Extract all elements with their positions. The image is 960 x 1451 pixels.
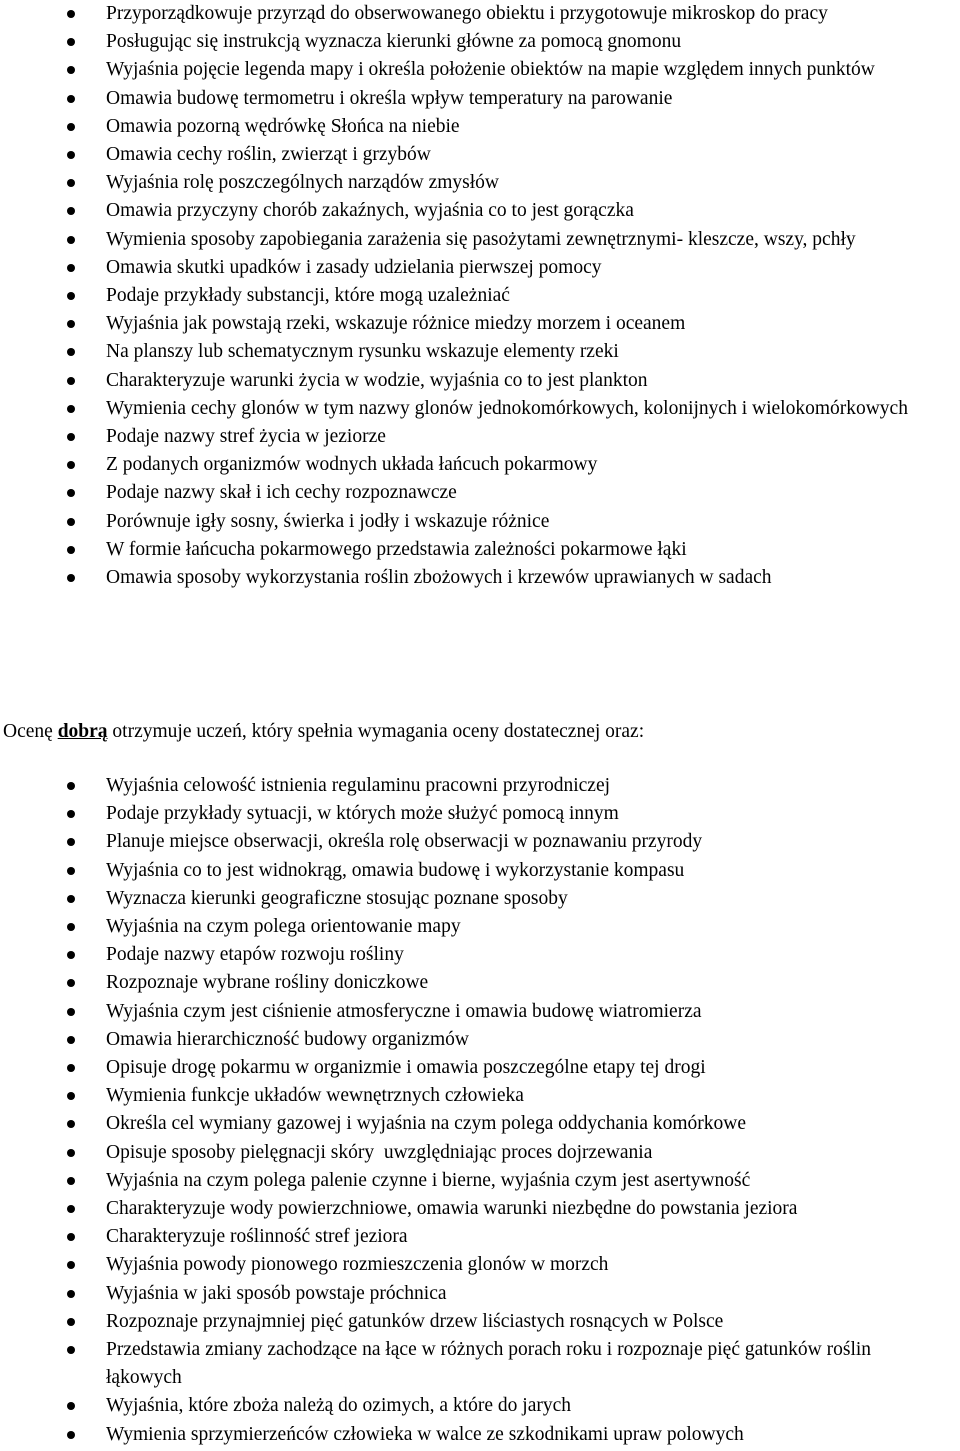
- list-item-text: Na planszy lub schematycznym rysunku wskazuje elementy rzeki: [106, 341, 619, 363]
- bullet-icon: [67, 1205, 75, 1213]
- list-item-text: W formie łańcucha pokarmowego przedstawia zależności pokarmowe łąki: [106, 538, 687, 560]
- bullet-icon: [67, 1092, 75, 1100]
- list-item: [0, 0, 960, 28]
- list-item-text: Wyjaśnia co to jest widnokrąg, omawia budowę i wykorzystanie kompasu: [106, 859, 685, 881]
- list-item: [0, 113, 960, 141]
- list-item: [0, 508, 960, 536]
- bullet-icon: [67, 179, 75, 187]
- list-item-text: Rozpoznaje wybrane rośliny doniczkowe: [106, 972, 429, 994]
- list-item: [0, 998, 960, 1026]
- bullet-icon: [67, 461, 75, 469]
- list-item-text: Omawia przyczyny chorób zakaźnych, wyjaśnia co to jest gorączka: [106, 200, 634, 222]
- list-item-text: Omawia hierarchiczność budowy organizmów: [106, 1028, 469, 1050]
- list-item-text: Wyjaśnia powody pionowego rozmieszczenia glonów w morzch: [106, 1254, 609, 1276]
- list-item: [0, 536, 960, 564]
- heading-grade-word: dobrą: [57, 721, 108, 742]
- list-item-text: Wyznacza kierunki geograficzne stosując poznane sposoby: [106, 887, 568, 909]
- list-item: [0, 1421, 960, 1449]
- list-item-text: Wyjaśnia celowość istnienia regulaminu pracowni przyrodniczej: [106, 775, 611, 796]
- bullet-icon: [67, 574, 75, 582]
- bullet-icon: [67, 264, 75, 272]
- bullet-icon: [67, 1064, 75, 1072]
- list-item-text: Podaje nazwy skał i ich cechy rozpoznawcze: [106, 482, 457, 504]
- bullet-icon: [67, 66, 75, 74]
- list-item-text: Charakteryzuje roślinność stref jeziora: [106, 1226, 408, 1248]
- bullet-icon: [67, 433, 75, 441]
- list-item-text: Wyjaśnia jak powstają rzeki, wskazuje różnice miedzy morzem i oceanem: [106, 313, 686, 335]
- list-item: [0, 367, 960, 395]
- bullet-icon: [67, 895, 75, 903]
- list-item-text: Wyjaśnia w jaki sposób powstaje próchnica: [106, 1282, 447, 1304]
- list-item: [0, 969, 960, 997]
- bullet-icon: [67, 377, 75, 385]
- list-item-text: Podaje nazwy etapów rozwoju rośliny: [106, 944, 404, 966]
- bullet-icon: [67, 38, 75, 46]
- list-item: [0, 800, 960, 828]
- list-item: [0, 885, 960, 913]
- list-item-text: Podaje nazwy stref życia w jeziorze: [106, 426, 386, 448]
- bullet-icon: [67, 838, 75, 846]
- list-item: [0, 1223, 960, 1251]
- bullet-icon: [67, 1318, 75, 1326]
- bullet-icon: [67, 320, 75, 328]
- list-item-text: Rozpoznaje przynajmniej pięć gatunków drzew liściastych rosnących w Polsce: [106, 1310, 724, 1332]
- list-item: [0, 282, 960, 310]
- list-item: [0, 423, 960, 451]
- list-item: [0, 1308, 960, 1336]
- bullet-icon: [67, 867, 75, 875]
- bullet-icon: [67, 1177, 75, 1185]
- list-item-text: Wyjaśnia czym jest ciśnienie atmosferyczne i omawia budowę wiatromierza: [106, 1000, 702, 1022]
- list-item-text: Wyjaśnia na czym polega orientowanie mapy: [106, 916, 461, 938]
- list-item: [0, 1054, 960, 1082]
- list-item-text: Wymienia sposoby zapobiegania zarażenia się pasożytami zewnętrznymi- kleszcze, wszy, pchły: [106, 228, 856, 250]
- list-item-text: Przedstawia zmiany zachodzące na łące w różnych porach roku i rozpoznaje pięć gatunków roślin łąkowych: [106, 1339, 872, 1389]
- list-item-text: Opisuje sposoby pielęgnacji skóry uwzględniając proces dojrzewania: [106, 1141, 653, 1163]
- list-item: [0, 1167, 960, 1195]
- list-item-text: Przyporządkowuje przyrząd do obserwowanego obiektu i przygotowuje mikroskop do pracy: [106, 3, 828, 24]
- list-item-text: Omawia sposoby wykorzystania roślin zbożowych i krzewów uprawianych w sadach: [106, 567, 772, 589]
- list-item: [0, 1336, 960, 1392]
- bullet-icon: [67, 1120, 75, 1128]
- bullet-icon: [67, 1290, 75, 1298]
- list-item: [0, 857, 960, 885]
- list-item: [0, 141, 960, 169]
- bullet-icon: [67, 951, 75, 959]
- requirements-list-good: [0, 772, 960, 1449]
- list-item-text: Wymienia sprzymierzeńców człowieka w walce ze szkodnikami upraw polowych: [106, 1423, 744, 1445]
- requirements-list-sufficient: [0, 0, 960, 592]
- list-item: [0, 226, 960, 254]
- list-item: [0, 1082, 960, 1110]
- list-item-text: Wymienia funkcje układów wewnętrznych człowieka: [106, 1085, 524, 1107]
- list-item-text: Określa cel wymiany gazowej i wyjaśnia na czym polega oddychania komórkowe: [106, 1113, 747, 1135]
- bullet-icon: [67, 10, 75, 18]
- list-item: [0, 395, 960, 423]
- list-item: [0, 197, 960, 225]
- list-item: [0, 1251, 960, 1279]
- list-item-text: Porównuje igły sosny, świerka i jodły i wskazuje różnice: [106, 510, 550, 532]
- bullet-icon: [67, 1233, 75, 1241]
- bullet-icon: [67, 1346, 75, 1354]
- list-item: [0, 1280, 960, 1308]
- heading-text-before: Ocenę: [3, 721, 58, 742]
- list-item: [0, 85, 960, 113]
- list-item-text: Wymienia cechy glonów w tym nazwy glonów jednokomórkowych, kolonijnych i wielokomórkowych: [106, 397, 908, 419]
- bullet-icon: [67, 405, 75, 413]
- bullet-icon: [67, 348, 75, 356]
- bullet-icon: [67, 546, 75, 554]
- list-item: [0, 1195, 960, 1223]
- list-item: [0, 1110, 960, 1138]
- bullet-icon: [67, 923, 75, 931]
- list-item: [0, 1139, 960, 1167]
- list-item-text: Omawia budowę termometru i określa wpływ temperatury na parowanie: [106, 87, 673, 109]
- list-item: [0, 828, 960, 856]
- heading-text-after: otrzymuje uczeń, który spełnia wymagania oceny dostatecznej oraz:: [107, 721, 645, 742]
- list-item-text: Wyjaśnia rolę poszczególnych narządów zmysłów: [106, 172, 500, 194]
- list-item-text: Wyjaśnia pojęcie legenda mapy i określa położenie obiektów na mapie względem innych punktów: [106, 59, 875, 81]
- bullet-icon: [67, 489, 75, 497]
- list-item-text: Wyjaśnia na czym polega palenie czynne i bierne, wyjaśnia czym jest asertywność: [106, 1169, 751, 1191]
- list-item: [0, 338, 960, 366]
- list-item-text: Podaje przykłady substancji, które mogą uzależniać: [106, 285, 510, 307]
- bullet-icon: [67, 1402, 75, 1410]
- list-item-text: Posługując się instrukcją wyznacza kierunki główne za pomocą gnomonu: [106, 31, 682, 53]
- bullet-icon: [67, 236, 75, 244]
- bullet-icon: [67, 782, 75, 790]
- grade-good-heading: [3, 718, 644, 746]
- list-item: [0, 310, 960, 338]
- list-item-text: Opisuje drogę pokarmu w organizmie i omawia poszczególne etapy tej drogi: [106, 1057, 706, 1079]
- list-item-text: Podaje przykłady sytuacji, w których może służyć pomocą innym: [106, 803, 619, 825]
- list-item: [0, 564, 960, 592]
- list-item-text: Charakteryzuje warunki życia w wodzie, wyjaśnia co to jest plankton: [106, 369, 648, 391]
- list-item-text: Z podanych organizmów wodnych układa łańcuch pokarmowy: [106, 454, 598, 476]
- bullet-icon: [67, 1261, 75, 1269]
- list-item: [0, 941, 960, 969]
- list-item-text: Omawia skutki upadków i zasady udzielania pierwszej pomocy: [106, 256, 602, 278]
- list-item: [0, 1392, 960, 1420]
- bullet-icon: [67, 810, 75, 818]
- list-item-text: Omawia cechy roślin, zwierząt i grzybów: [106, 144, 431, 166]
- list-item: [0, 451, 960, 479]
- bullet-icon: [67, 123, 75, 131]
- list-item: [0, 254, 960, 282]
- bullet-icon: [67, 1008, 75, 1016]
- bullet-icon: [67, 95, 75, 103]
- list-item: [0, 772, 960, 800]
- list-item: [0, 479, 960, 507]
- list-item-text: Charakteryzuje wody powierzchniowe, omawia warunki niezbędne do powstania jeziora: [106, 1198, 798, 1220]
- bullet-icon: [67, 1149, 75, 1157]
- list-item-text: Omawia pozorną wędrówkę Słońca na niebie: [106, 115, 460, 137]
- list-item: [0, 28, 960, 56]
- bullet-icon: [67, 518, 75, 526]
- list-item: [0, 169, 960, 197]
- bullet-icon: [67, 1036, 75, 1044]
- list-item: [0, 913, 960, 941]
- bullet-icon: [67, 207, 75, 215]
- list-item: [0, 56, 960, 84]
- bullet-icon: [67, 979, 75, 987]
- bullet-icon: [67, 1431, 75, 1439]
- bullet-icon: [67, 151, 75, 159]
- list-item-text: Planuje miejsce obserwacji, określa rolę obserwacji w poznawaniu przyrody: [106, 831, 703, 853]
- list-item: [0, 1026, 960, 1054]
- bullet-icon: [67, 292, 75, 300]
- list-item-text: Wyjaśnia, które zboża należą do ozimych, a które do jarych: [106, 1395, 572, 1417]
